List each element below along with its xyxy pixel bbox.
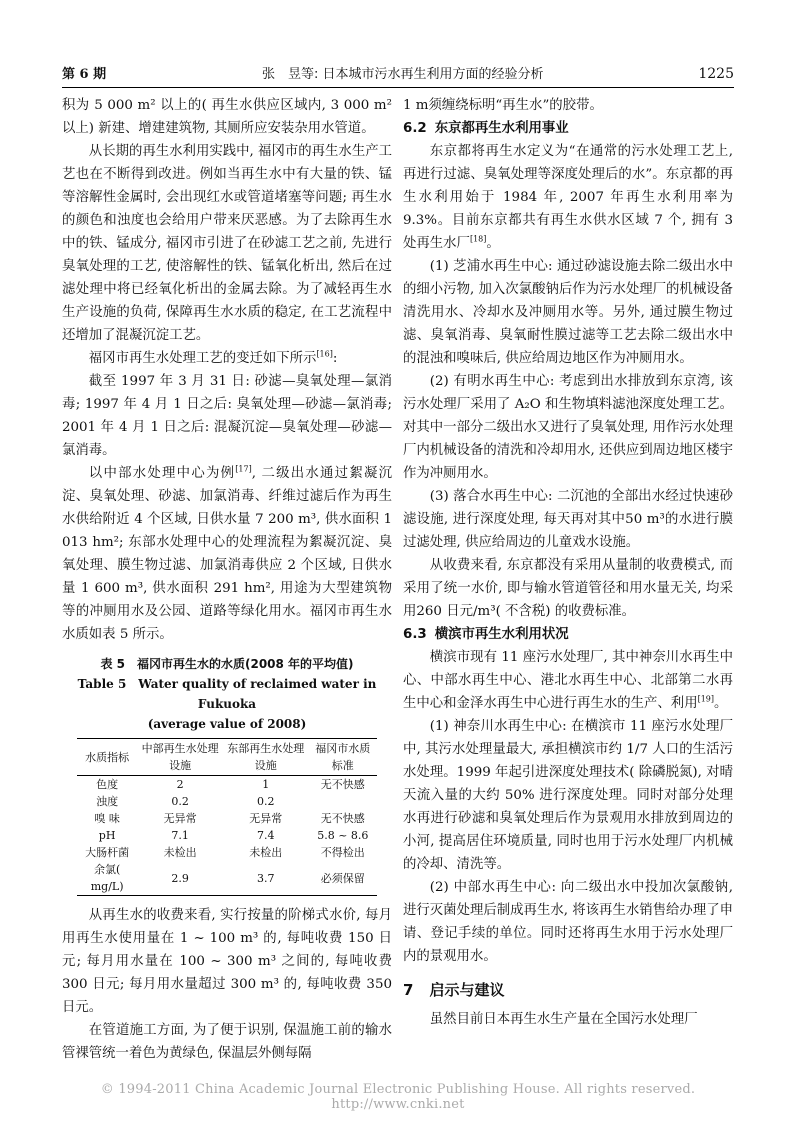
paragraph: 从再生水的收费来看, 实行按量的阶梯式水价, 每月用再生水使用量在 1 ~ 100 m³ 的, 每吨收费 150 日元; 每月用水量在 100 ~ 300 m³ 之间的, 每吨收费 300 日元; 每月用水量超过 300 m³ 的, 每吨收费 350 日元。 <box>62 908 392 1015</box>
table-cell: 浊度 <box>96 795 119 808</box>
section-heading-6-2: 6.2 东京都再生水利用事业 <box>403 121 569 136</box>
table-row <box>77 827 377 844</box>
paragraph: 在管道施工方面, 为了便于识别, 保温施工前的输水管裸管统一着色为黄绿色, 保温层外侧每隔 <box>62 1023 392 1061</box>
right-column <box>403 94 733 1031</box>
table-cell: 大肠杆菌 <box>85 846 130 859</box>
table-cell: 2.9 <box>137 861 223 896</box>
table-header: 福冈市水质标准 <box>309 739 377 776</box>
table-cell: 0.2 <box>257 795 275 808</box>
table-cell: 7.4 <box>257 829 275 842</box>
paragraph: 以中部水处理中心为例[17], 二级出水通过絮凝沉淀、臭氧处理、砂滤、加氯消毒、纤维过滤后作为再生水供给附近 4 个区域, 日供水量 7 200 m³, 供水面积 1 013 hm²; 东部水处理中心的处理流程为絮凝沉淀、臭氧处理、膜生物过滤、加氯消毒供应 2 个区域, 日供水量 1 600 m³, 供水面积 291 hm², 用途为大型建筑物等的冲厕用水及公园、道路等绿化用水。福冈市再生水水质如表 5 所示。 <box>62 464 393 642</box>
left-column <box>62 94 392 1065</box>
paragraph: 虽然目前日本再生水生产量在全国污水处理厂 <box>429 1012 698 1027</box>
table-cell: 1 <box>262 778 270 791</box>
table-caption-en: Table 5 Water quality of reclaimed water in Fukuoka <box>77 677 377 711</box>
table-cell: 不得检出 <box>320 846 365 859</box>
paragraph: (3) 落合水再生中心: 二沉池的全部出水经过快速砂滤设施, 进行深度处理, 每天再对其中50 m³的水进行膜过滤处理, 供应给周边的儿童戏水设施。 <box>403 489 733 550</box>
table-cell: 无异常 <box>163 812 197 825</box>
citation-ref: [17] <box>235 464 252 474</box>
section-heading-6-3: 6.3 横滨市再生水利用状况 <box>403 627 569 642</box>
table-cell: 必须保留 <box>309 861 377 896</box>
table-caption-en-sub: (average value of 2008) <box>147 717 307 731</box>
table-cell: 嗅 味 <box>94 812 120 825</box>
paragraph: (2) 有明水再生中心: 考虑到出水排放到东京湾, 该污水处理厂采用了 A₂O 和生物填料滤池深度处理工艺。对其中一部分二级出水又进行了臭氧处理, 用作污水处理厂内机械设备的清洗和冷却用水, 还供应到周边地区楼宇作为冲厕用水。 <box>403 374 733 481</box>
table-cell: 5.8 ~ 8.6 <box>317 829 369 842</box>
running-header <box>62 62 734 86</box>
page-number: 1225 <box>698 66 734 82</box>
issue-number: 第 6 期 <box>62 67 107 82</box>
paragraph: (1) 神奈川水再生中心: 在横滨市 11 座污水处理厂中, 其污水处理量最大, 承担横滨市约 1/7 人口的生活污水处理。1999 年起引进深度处理技术( 除磷脱氮), 对晴天流入量的大约 50% 进行深度处理。同时对部分处理水再进行砂滤和臭氧处理后作为景观用水排放到周边的小河, 提高居住环境质量, 同时也用于污水处理厂内机械的冷却、清洗等。 <box>403 719 733 872</box>
table-header: 东部再生水处理设施 <box>223 739 309 776</box>
table-header: 中部再生水处理设施 <box>137 739 223 776</box>
paragraph: 1 m须缠绕标明“再生水”的胶带。 <box>403 98 603 113</box>
copyright-footer: © 1994-2011 China Academic Journal Electronic Publishing House. All rights reserved. http://www.cnki.net <box>100 1082 722 1112</box>
table-cell: 3.7 <box>223 861 309 896</box>
water-quality-table <box>77 738 377 896</box>
paragraph: 从长期的再生水利用实践中, 福冈市的再生水生产工艺也在不断得到改进。例如当再生水中有大量的铁、锰等溶解性金属时, 会出现红水或管道堵塞等问题; 再生水的颜色和浊度也会给用户带来厌恶感。为了去除再生水中的铁、锰成分, 福冈市引进了在砂滤工艺之前, 先进行臭氧处理的工艺, 使溶解性的铁、锰氧化析出, 然后在过滤处理中将已经氧化析出的金属去除。为了减轻再生水生产设施的负荷, 保障再生水水质的稳定, 在工艺流程中还增加了混凝沉淀工艺。 <box>62 144 392 343</box>
paragraph: 截至 1997 年 3 月 31 日: 砂滤—臭氧处理—氯消毒; 1997 年 4 月 1 日之后: 臭氧处理—砂滤—氯消毒; 2001 年 4 月 1 日之后: 混凝沉淀—臭氧处理—砂滤—氯消毒。 <box>62 374 392 458</box>
citation-ref: [18] <box>469 234 487 244</box>
table-row <box>77 793 377 810</box>
table-cell: 未检出 <box>163 846 197 859</box>
table-cell: 未检出 <box>249 846 283 859</box>
header-rule <box>62 87 734 88</box>
paragraph: 福冈市再生水处理工艺的变迁如下所示[16]: <box>88 349 338 366</box>
paragraph: 从收费来看, 东京都没有采用从量制的收费模式, 而采用了统一水价, 即与输水管道管径和用水量无关, 均采用260 日元/m³( 不含税) 的收费标准。 <box>403 558 733 619</box>
table-row <box>77 861 377 896</box>
citation-ref: [16] <box>316 349 333 359</box>
paragraph: 横滨市现有 11 座污水处理厂, 其中神奈川水再生中心、中部水再生中心、港北水再生中心、北部第二水再生中心和金泽水再生中心进行再生水的生产、利用[19]。 <box>403 650 733 711</box>
table-cell: 无不快感 <box>320 778 365 791</box>
paragraph: (2) 中部水再生中心: 向二级出水中投加次氯酸钠, 进行灭菌处理后制成再生水, 将该再生水销售给办理了申请、登记手续的单位。同时还将再生水用于污水处理厂内的景观用水。 <box>403 880 733 964</box>
paragraph: (1) 芝浦水再生中心: 通过砂滤设施去除二级出水中的细小污物, 加入次氯酸钠后作为污水处理厂的机械设备清洗用水、冷却水及冲厕用水等。另外, 通过膜生物过滤、臭氧消毒、臭氧耐性膜过滤等工艺去除二级出水中的混浊和嗅味后, 供应给周边地区作为冲厕用水。 <box>403 259 733 366</box>
paragraph: 积为 5 000 m² 以上的( 再生水供应区域内, 3 000 m² 以上) 新建、增建建筑物, 其厕所应安装杂用水管道。 <box>62 98 392 136</box>
table-cell <box>309 793 377 810</box>
section-heading-7: 7 启示与建议 <box>403 981 505 999</box>
table-caption-cn: 表 5 福冈市再生水的水质(2008 年的平均值) <box>100 657 354 671</box>
table-cell: 无不快感 <box>320 812 365 825</box>
table-header: 水质指标 <box>77 739 137 776</box>
citation-ref: [19] <box>697 694 715 704</box>
table-row <box>77 844 377 861</box>
table-cell: 无异常 <box>249 812 283 825</box>
table-cell: pH <box>98 829 116 842</box>
table-cell: 2 <box>176 778 184 791</box>
table-cell: 余氯( mg/L) <box>77 861 137 896</box>
paragraph: 东京都将再生水定义为“在通常的污水处理工艺上, 再进行过滤、臭氧处理等深度处理后的水”。东京都的再生水利用始于 1984 年, 2007 年再生水利用率为 9.3%。目前东京都共有再生水供水区域 7 个, 拥有 3 处再生水厂[18]。 <box>403 144 733 251</box>
table-cell: 0.2 <box>171 795 189 808</box>
table-row <box>77 810 377 827</box>
table-cell: 7.1 <box>171 829 189 842</box>
table-row <box>77 776 377 794</box>
table-cell: 色度 <box>96 778 119 791</box>
running-title: 张 昱等: 日本城市污水再生利用方面的经验分析 <box>262 67 544 82</box>
